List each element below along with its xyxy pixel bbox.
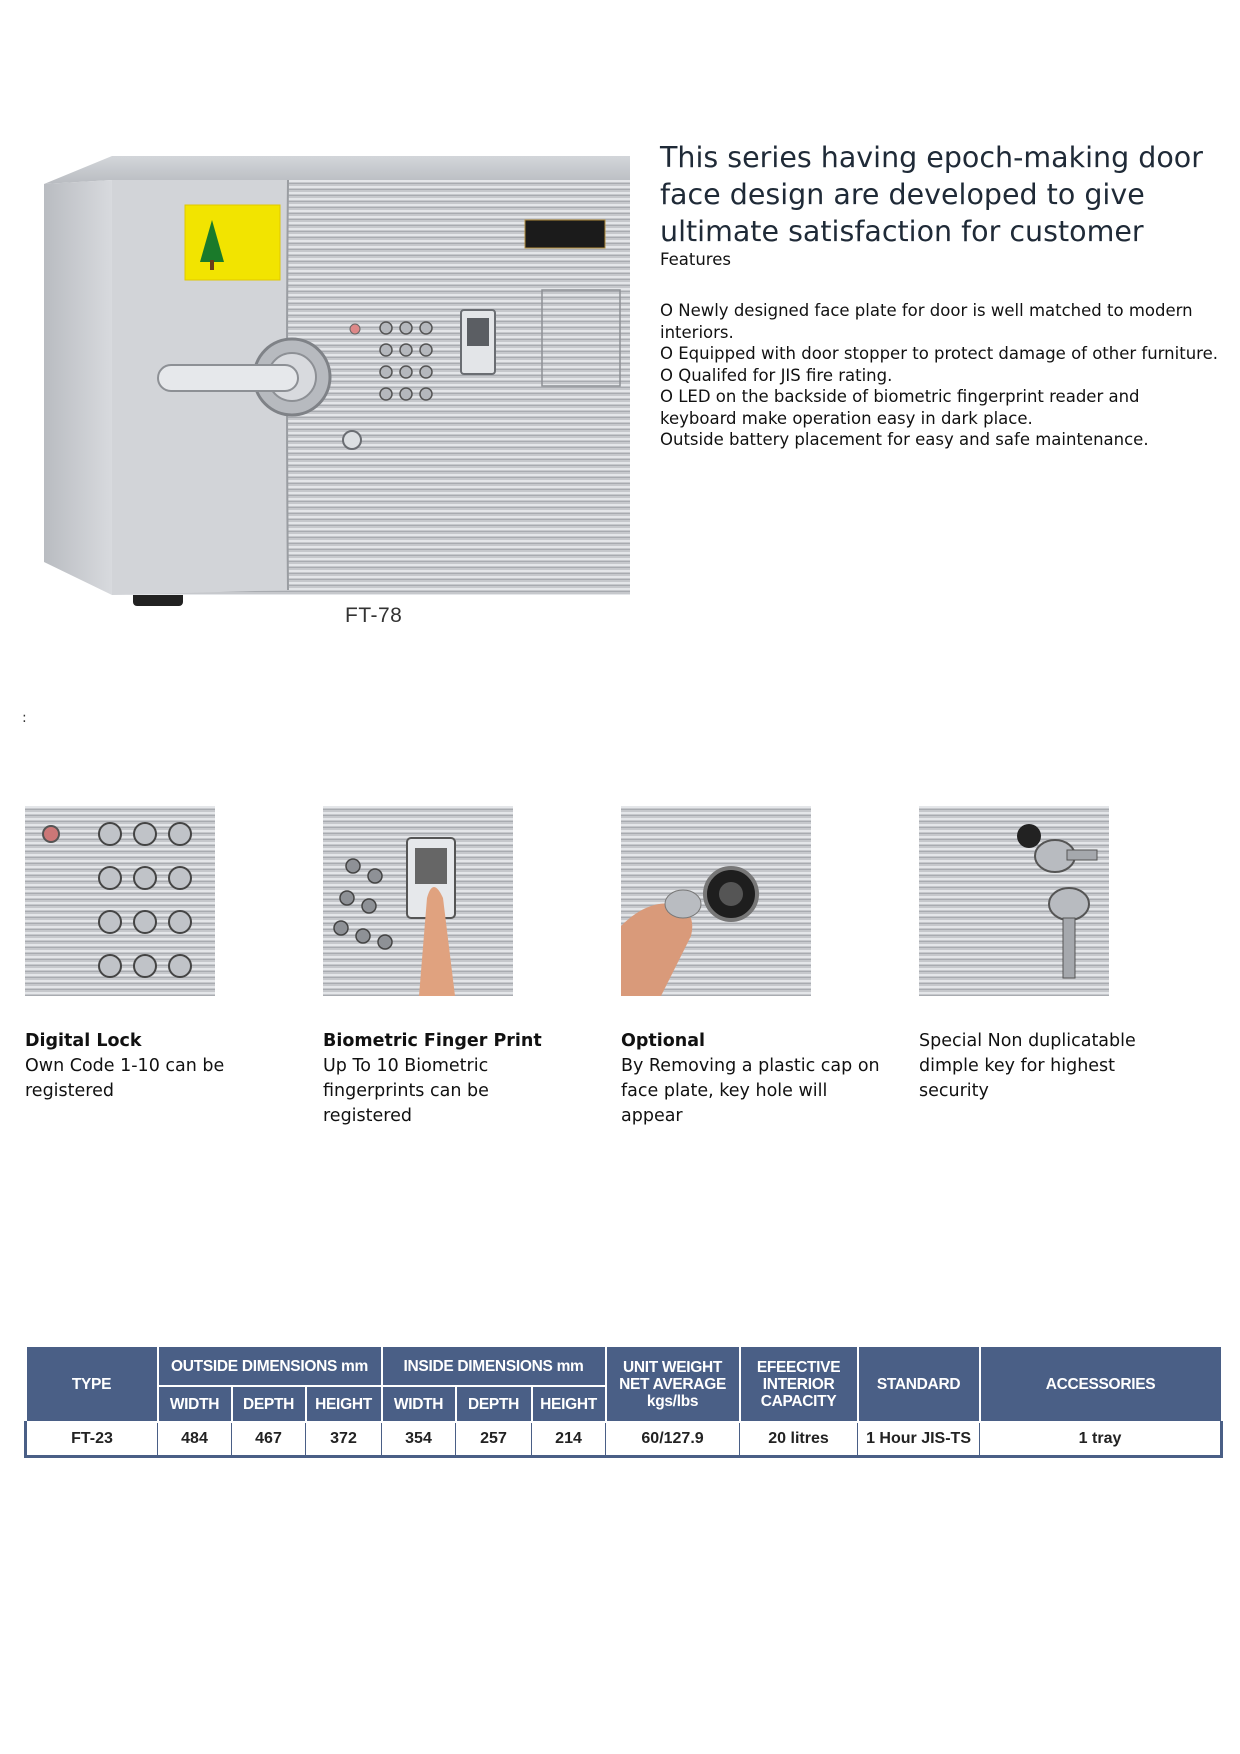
header-outside-depth: DEPTH xyxy=(232,1386,306,1422)
header-standard: STANDARD xyxy=(858,1346,980,1422)
features-list xyxy=(660,300,1220,451)
header-inside-height: HEIGHT xyxy=(532,1386,606,1422)
header-type: TYPE xyxy=(26,1346,158,1422)
feature-item: Outside battery placement for easy and safe maintenance. xyxy=(660,430,1149,449)
features-title: Features xyxy=(660,250,731,269)
feature-item: O Newly designed face plate for door is well matched to modern interiors. xyxy=(660,301,1193,342)
cell-inside-height: 214 xyxy=(532,1422,606,1457)
header-outside-height: HEIGHT xyxy=(306,1386,382,1422)
cell-accessories: 1 tray xyxy=(980,1422,1222,1457)
header-accessories: ACCESSORIES xyxy=(980,1346,1222,1422)
model-label: FT-78 xyxy=(345,604,403,627)
caption-text: By Removing a plastic cap on face plate, key hole will appear xyxy=(621,1056,880,1126)
spec-table xyxy=(24,1345,1223,1458)
caption-title: Digital Lock xyxy=(25,1031,142,1051)
separator-mark: : xyxy=(22,710,27,726)
caption-text: Special Non duplicatable dimple key for highest security xyxy=(919,1031,1136,1101)
cell-type: FT-23 xyxy=(26,1422,158,1457)
header-outside-width: WIDTH xyxy=(158,1386,232,1422)
header-unit-weight: UNIT WEIGHT NET AVERAGE kgs/lbs xyxy=(606,1346,740,1422)
caption-text: Own Code 1-10 can be registered xyxy=(25,1056,225,1101)
fingerprint-reader-image xyxy=(323,806,513,996)
cell-standard: 1 Hour JIS-TS xyxy=(858,1422,980,1457)
digital-lock-caption xyxy=(25,1029,285,1104)
optional-caption xyxy=(621,1029,881,1129)
table-row xyxy=(26,1422,1222,1457)
cell-inside-depth: 257 xyxy=(456,1422,532,1457)
header-inside-depth: DEPTH xyxy=(456,1386,532,1422)
keyhole-cap-image xyxy=(621,806,811,996)
cell-outside-width: 484 xyxy=(158,1422,232,1457)
feature-item: O LED on the backside of biometric fingerprint reader and keyboard make operation easy in dark place. xyxy=(660,387,1140,428)
fingerprint-caption xyxy=(323,1029,583,1129)
feature-item: O Equipped with door stopper to protect damage of other furniture. xyxy=(660,344,1218,363)
feature-item: O Qualifed for JIS fire rating. xyxy=(660,365,893,385)
dimple-key-caption xyxy=(919,1029,1179,1104)
dimple-key-image xyxy=(919,806,1109,996)
cell-capacity: 20 litres xyxy=(740,1422,858,1457)
header-outside-dimensions: OUTSIDE DIMENSIONS mm xyxy=(158,1346,382,1386)
caption-title: Biometric Finger Print xyxy=(323,1031,542,1051)
product-headline: This series having epoch-making door face design are developed to give ultimate satisfaction for customer xyxy=(660,141,1203,248)
digital-lock-image xyxy=(25,806,215,996)
cell-weight: 60/127.9 xyxy=(606,1422,740,1457)
cell-outside-depth: 467 xyxy=(232,1422,306,1457)
cell-outside-height: 372 xyxy=(306,1422,382,1457)
safe-product-image xyxy=(30,150,640,640)
header-inside-dimensions: INSIDE DIMENSIONS mm xyxy=(382,1346,606,1386)
caption-title: Optional xyxy=(621,1031,706,1051)
header-capacity: EFEECTIVE INTERIOR CAPACITY xyxy=(740,1346,858,1422)
caption-text: Up To 10 Biometric fingerprints can be registered xyxy=(323,1056,489,1126)
header-inside-width: WIDTH xyxy=(382,1386,456,1422)
cell-inside-width: 354 xyxy=(382,1422,456,1457)
